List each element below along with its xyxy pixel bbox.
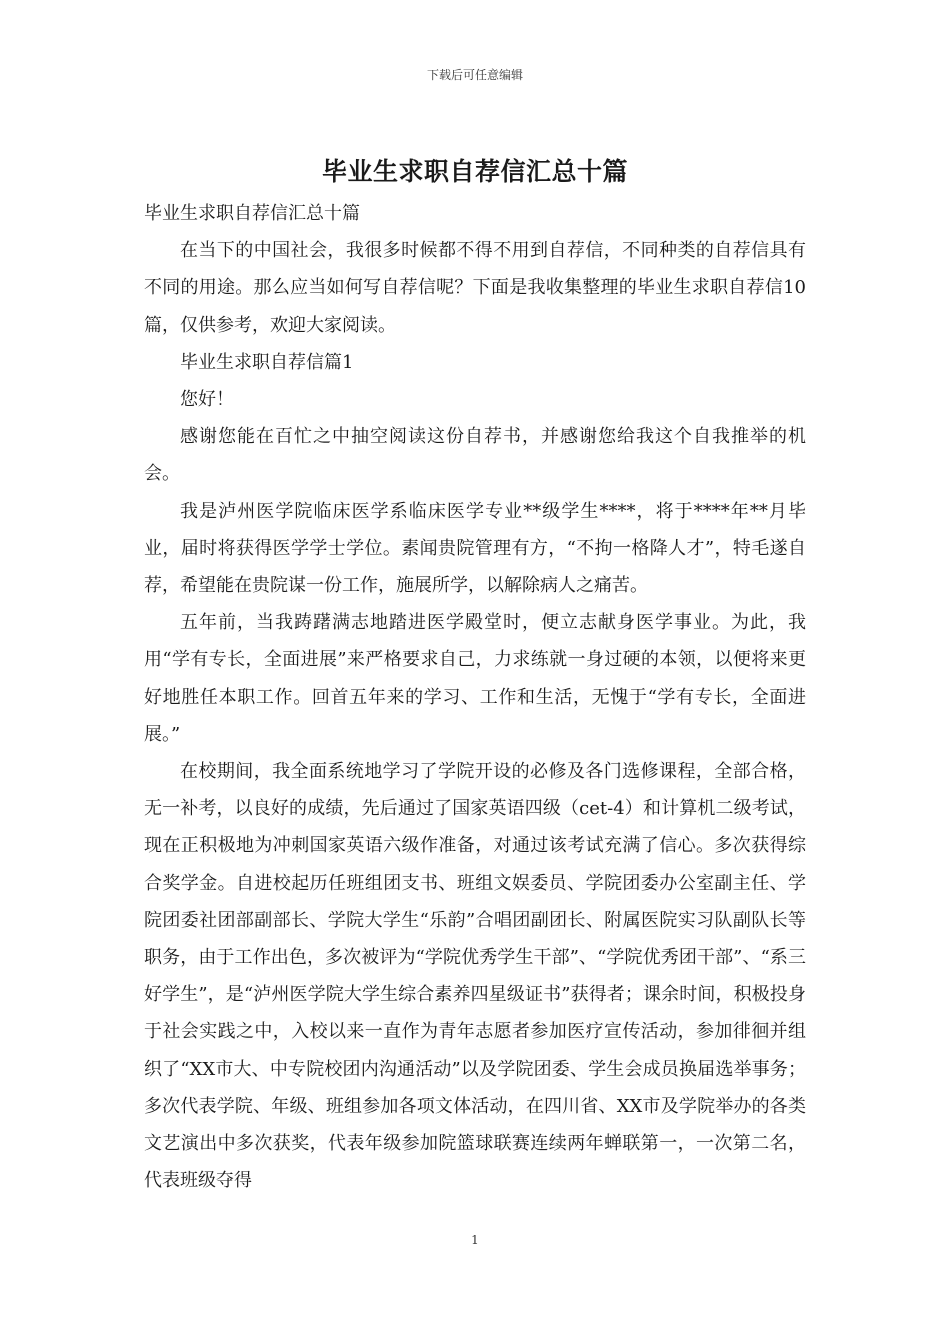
- section-heading: 毕业生求职自荐信篇1: [180, 351, 354, 373]
- header-note: 下载后可任意编辑: [426, 68, 523, 82]
- body-paragraph: 我是泸州医学院临床医学系临床医学专业**级学生****，将于****年**月毕业，届时将获得医学学士学位。素闻贵院管理有方，“不拘一格降人才”，特毛遂自荐，希望能在贵院谋一份工作，施展所学，以解除病人之痛苦。: [144, 500, 806, 597]
- greeting: 您好！: [180, 389, 234, 411]
- intro-paragraph: 在当下的中国社会，我很多时候都不得不用到自荐信，不同种类的自荐信具有不同的用途。那么应当如何写自荐信呢？下面是我收集整理的毕业生求职自荐信10篇，仅供参考，欢迎大家阅读。: [144, 240, 806, 336]
- body-paragraph: 在校期间，我全面系统地学习了学院开设的必修及各门选修课程，全部合格，无一补考，以良好的成绩，先后通过了国家英语四级（cet-4）和计算机二级考试，现在正积极地为冲刺国家英语六级作准备，对通过该考试充满了信心。多次获得综合奖学金。自进校起历任班组团支书、班组文娱委员、学院团委办公室副主任、学院团委社团部副部长、学院大学生“乐韵”合唱团副团长、附属医院实习队副队长等职务，由于工作出色，多次被评为“学院优秀学生干部”、“学院优秀团干部”、“系三好学生”，是“泸州医学院大学生综合素养四星级证书”获得者；课余时间，积极投身于社会实践之中，入校以来一直作为青年志愿者参加医疗宣传活动，参加徘徊并组织了“XX市大、中专院校团内沟通活动”以及学院团委、学生会成员换届选举事务；多次代表学院、年级、班组参加各项文体活动，在四川省、XX市及学院举办的各类文艺演出中多次获奖，代表年级参加院篮球联赛连续两年蝉联第一，一次第二名，代表班级夺得: [144, 761, 806, 1192]
- body-paragraph: 感谢您能在百忙之中抽空阅读这份自荐书，并感谢您给我这个自我推举的机会。: [144, 426, 806, 485]
- subtitle-line: 毕业生求职自荐信汇总十篇: [144, 203, 360, 224]
- document-title: 毕业生求职自荐信汇总十篇: [321, 157, 628, 186]
- page-number: 1: [471, 1233, 479, 1247]
- body-paragraph: 五年前，当我踌躇满志地踏进医学殿堂时，便立志献身医学事业。为此，我用“学有专长，全面进展”来严格要求自己，力求练就一身过硬的本领，以便将来更好地胜任本职工作。回首五年来的学习、工作和生活，无愧于“学有专长，全面进展。”: [144, 612, 806, 745]
- document-body: [144, 195, 806, 1199]
